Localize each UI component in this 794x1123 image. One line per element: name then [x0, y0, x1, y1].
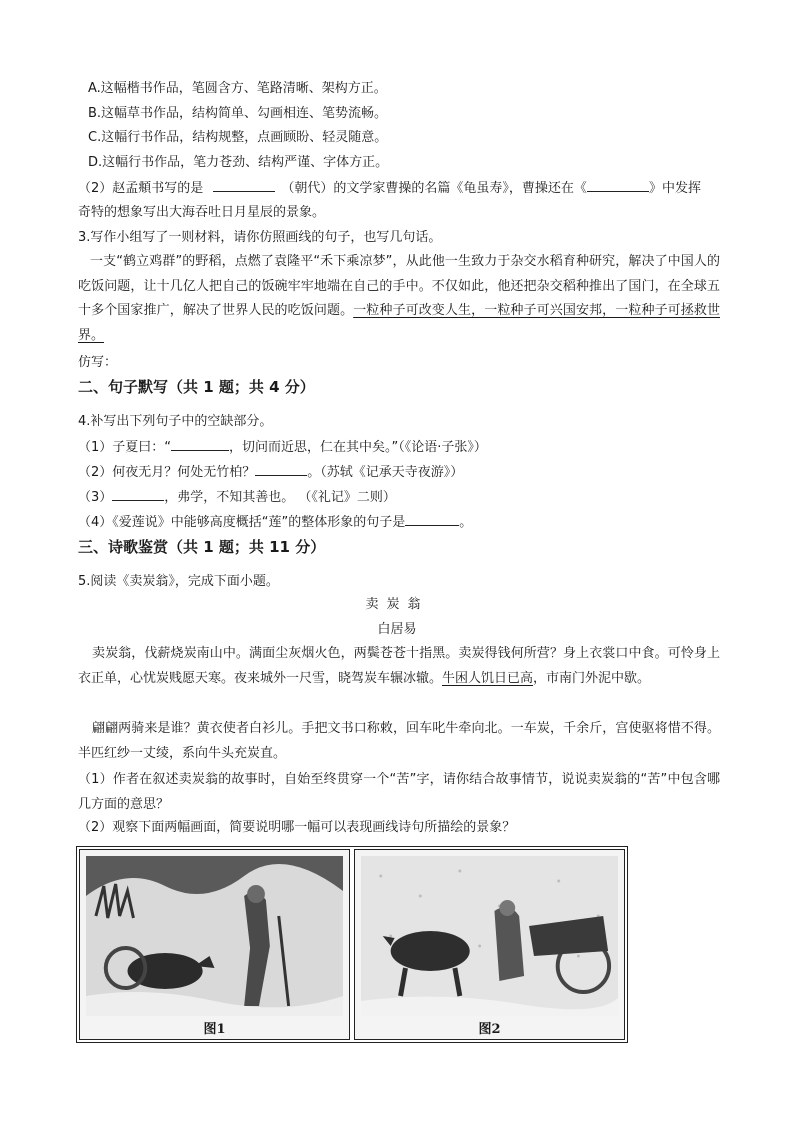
poem-p1-a: 卖炭翁，伐薪烧炭南山中。满面尘灰烟火色，两鬓苍苍十指黑。卖炭得钱何所营？身上衣裳口中食。可怜身上衣正单，心忧炭贱愿天寒。夜来城外一尺雪，晓驾炭车辗冰辙。 [78, 646, 720, 686]
fill-4-a: （4）《爱莲说》中能够高度概括“莲”的整体形象的句子是 [78, 515, 406, 530]
answer-blank[interactable] [213, 179, 275, 192]
poem-underlined-line: 牛困人饥日已高 [442, 670, 534, 686]
material-text: 一支“鹤立鸡群”的野稻，点燃了袁隆平“禾下乘凉梦”，从此他一生致力于杂交水稻育种研究，解决了中国人的吃饭问题，让十几亿人把自己的饭碗牢牢地端在自己的手中。不仅如此，他还把杂交稻种推出了国门，在全球五十多个国家推广，解决了世界人民的吃饭问题。 [78, 254, 720, 318]
underlined-sentence: 一粒种子可改变人生，一粒种子可兴国安邦，一粒种子可拯救世界。 [78, 303, 720, 343]
answer-blank[interactable] [405, 513, 459, 526]
poem-title: 卖炭翁 [365, 597, 429, 612]
question-2-line2: 奇特的想象写出大海吞吐日月星辰的景象。 [78, 205, 326, 220]
fill-3-b: ，弗学，不知其善也。 （《礼记》二则） [164, 490, 396, 505]
question-2-line1 [78, 179, 701, 198]
question-3-material [78, 250, 720, 348]
answer-blank[interactable] [587, 179, 649, 192]
poem-p1-b: ，市南门外泥中歇。 [533, 670, 651, 686]
option-a: A.这幅楷书作品，笔圆含方、笔路清晰、架构方正。 [88, 81, 387, 96]
poem-author: 白居易 [377, 622, 417, 637]
q2-prefix: （2）赵孟頫书写的是 [78, 181, 204, 196]
fill-3 [78, 488, 396, 507]
answer-blank[interactable] [255, 463, 307, 476]
question-5-title: 5.阅读《卖炭翁》，完成下面小题。 [78, 574, 279, 589]
figure-2-illustration [361, 856, 618, 1016]
poem-paragraph-1 [78, 642, 720, 691]
figure-1-caption: 图1 [203, 1022, 226, 1037]
option-d: D.这幅行书作品，笔力苍劲、结构严谨、字体方正。 [88, 155, 389, 170]
fill-3-a: （3） [78, 490, 113, 505]
sub-question-2: （2）观察下面两幅画面，简要说明哪一幅可以表现画线诗句所描绘的景象？ [78, 820, 516, 835]
fill-2-b: 。（苏轼《记承天寺夜游》） [307, 465, 464, 480]
fill-4 [78, 513, 472, 532]
fill-2 [78, 463, 463, 482]
option-b: B.这幅草书作品，结构简单、勾画相连、笔势流畅。 [88, 106, 388, 121]
fill-1-b: ，切问而近思，仁在其中矣。”（《论语·子张》） [229, 440, 487, 455]
fill-2-a: （2）何夜无月？何处无竹柏？ [78, 465, 256, 480]
option-c: C.这幅行书作品，结构规整，点画顾盼、轻灵随意。 [88, 130, 388, 145]
figure-1-illustration [86, 856, 343, 1016]
question-3-title: 3.写作小组写了一则材料，请你仿照画线的句子，也写几句话。 [78, 230, 442, 245]
section-3-heading: 三、诗歌鉴赏（共 1 题；共 11 分） [78, 538, 326, 556]
question-4-title: 4.补写出下列句子中的空缺部分。 [78, 414, 273, 429]
answer-blank[interactable] [112, 488, 164, 501]
fill-1 [78, 438, 487, 457]
figures-panel [76, 846, 628, 1043]
figure-2-caption: 图2 [478, 1022, 501, 1037]
poem-paragraph-2: 翩翩两骑来是谁？黄衣使者白衫儿。手把文书口称敕，回车叱牛牵向北。一车炭，千余斤，宫使驱将惜不得。半匹红纱一丈绫，系向牛头充炭直。 [78, 721, 720, 761]
section-2-heading: 二、句子默写（共 1 题；共 4 分） [78, 378, 315, 396]
answer-blank[interactable] [171, 438, 229, 451]
figure-1 [79, 849, 350, 1040]
q2-mid: （朝代）的文学家曹操的名篇《龟虽寿》，曹操还在《 [281, 181, 587, 196]
figure-2 [354, 849, 625, 1040]
fill-4-b: 。 [459, 515, 473, 530]
q2-end: 》中发挥 [648, 181, 701, 196]
fill-1-a: （1）子夏曰：“ [78, 440, 172, 455]
imitate-label: 仿写： [78, 355, 118, 370]
sub-question-1: （1）作者在叙述卖炭翁的故事时，自始至终贯穿一个“苦”字，请你结合故事情节，说说卖炭翁的“苦”中包含哪几方面的意思？ [78, 772, 720, 812]
